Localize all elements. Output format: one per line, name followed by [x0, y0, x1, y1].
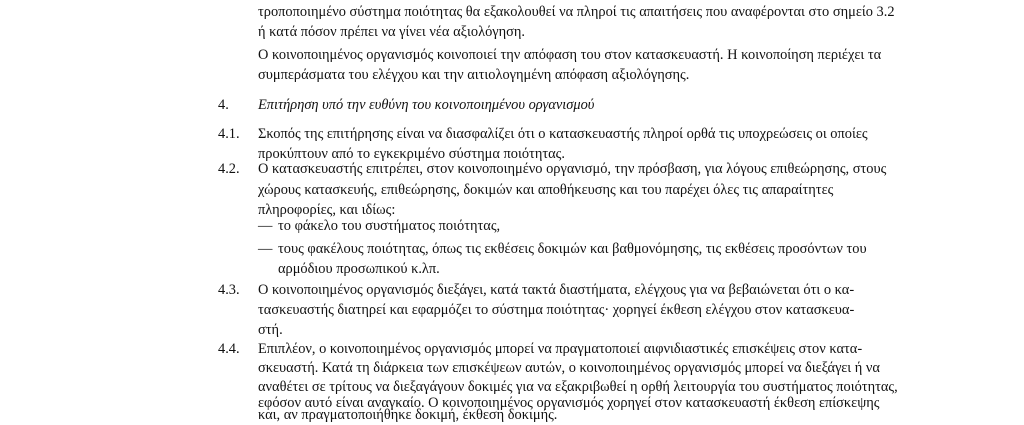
- p43-line-1: Ο κοινοποιημένος οργανισμός διεξάγει, κατά τακτά διαστήματα, ελέγχους για να βεβαιώνεται ότι ο κα-: [258, 282, 855, 298]
- notification-line-1: Ο κοινοποιημένος οργανισμός κοινοποιεί την απόφαση του στον κατασκευαστή. Η κοινοποίηση περιέχει τα: [258, 47, 882, 63]
- p41-line-2: προκύπτουν από το εγκεκριμένο σύστημα ποιότητας.: [258, 146, 565, 162]
- p44-line-5: και, αν πραγματοποιήθηκε δοκιμή, έκθεση δοκιμής.: [258, 407, 558, 423]
- p42-bullet-1-dash: —: [258, 218, 273, 234]
- notification-line-2: συμπεράσματα του ελέγχου και την αιτιολογημένη απόφαση αξιολόγησης.: [258, 67, 690, 83]
- p42-bullet-2-dash: —: [258, 241, 273, 257]
- p43-number: 4.3.: [218, 282, 240, 298]
- p42-line-1: Ο κατασκευαστής επιτρέπει, στον κοινοποιημένο οργανισμό, την πρόσβαση, για λόγους επιθεώρησης, στους: [258, 161, 887, 177]
- p41-number: 4.1.: [218, 126, 240, 142]
- p44-line-1: Επιπλέον, ο κοινοποιημένος οργανισμός μπορεί να πραγματοποιεί αιφνιδιαστικές επισκέψεις στον κατα-: [258, 341, 863, 357]
- p42-line-3: πληροφορίες, και ιδίως:: [258, 202, 396, 218]
- p42-bullet-2-line-1: τους φακέλους ποιότητας, όπως τις εκθέσεις δοκιμών και βαθμονόμησης, τις εκθέσεις προσόντων του: [278, 241, 867, 257]
- p41-line-1: Σκοπός της επιτήρησης είναι να διασφαλίζει ότι ο κατασκευαστής πληροί ορθά τις υποχρεώσεις οι οποίες: [258, 126, 868, 142]
- p44-line-2: σκευαστή. Κατά τη διάρκεια των επισκέψεων αυτών, ο κοινοποιημένος οργανισμός μπορεί να διεξάγει ή να: [258, 360, 880, 376]
- p44-line-3: αναθέτει σε τρίτους να διεξαγάγουν δοκιμές για να εξακριβωθεί η ορθή λειτουργία του συστήματος ποιότητας,: [258, 379, 898, 395]
- intro-line-2: ή κατά πόσον πρέπει να γίνει νέα αξιολόγηση.: [258, 24, 526, 40]
- p42-line-2: χώρους κατασκευής, επιθεώρησης, δοκιμών και αποθήκευσης και του παρέχει όλες τις απαραίτητες: [258, 182, 834, 198]
- p42-bullet-1-line-1: το φάκελο του συστήματος ποιότητας,: [278, 218, 501, 234]
- p44-line-4: εφόσον αυτό είναι αναγκαίο. Ο κοινοποιημένος οργανισμός χορηγεί στον κατασκευαστή έκθεση επίσκεψης: [258, 395, 880, 411]
- intro-line-1: τροποποιημένο σύστημα ποιότητας θα εξακολουθεί να πληροί τις απαιτήσεις που αναφέρονται στο σημείο 3.2: [258, 4, 895, 20]
- p44-number: 4.4.: [218, 341, 240, 357]
- section-4-title: Επιτήρηση υπό την ευθύνη του κοινοποιημένου οργανισμού: [258, 97, 595, 113]
- p43-line-2: τασκευαστής διατηρεί και εφαρμόζει το σύστημα ποιότητας· χορηγεί έκθεση ελέγχου στον κατασκευα-: [258, 302, 855, 318]
- p42-number: 4.2.: [218, 161, 240, 177]
- p42-bullet-2-line-2: αρμόδιου προσωπικού κ.λπ.: [278, 261, 440, 277]
- p43-line-3: στή.: [258, 322, 283, 338]
- section-4-number: 4.: [218, 97, 229, 113]
